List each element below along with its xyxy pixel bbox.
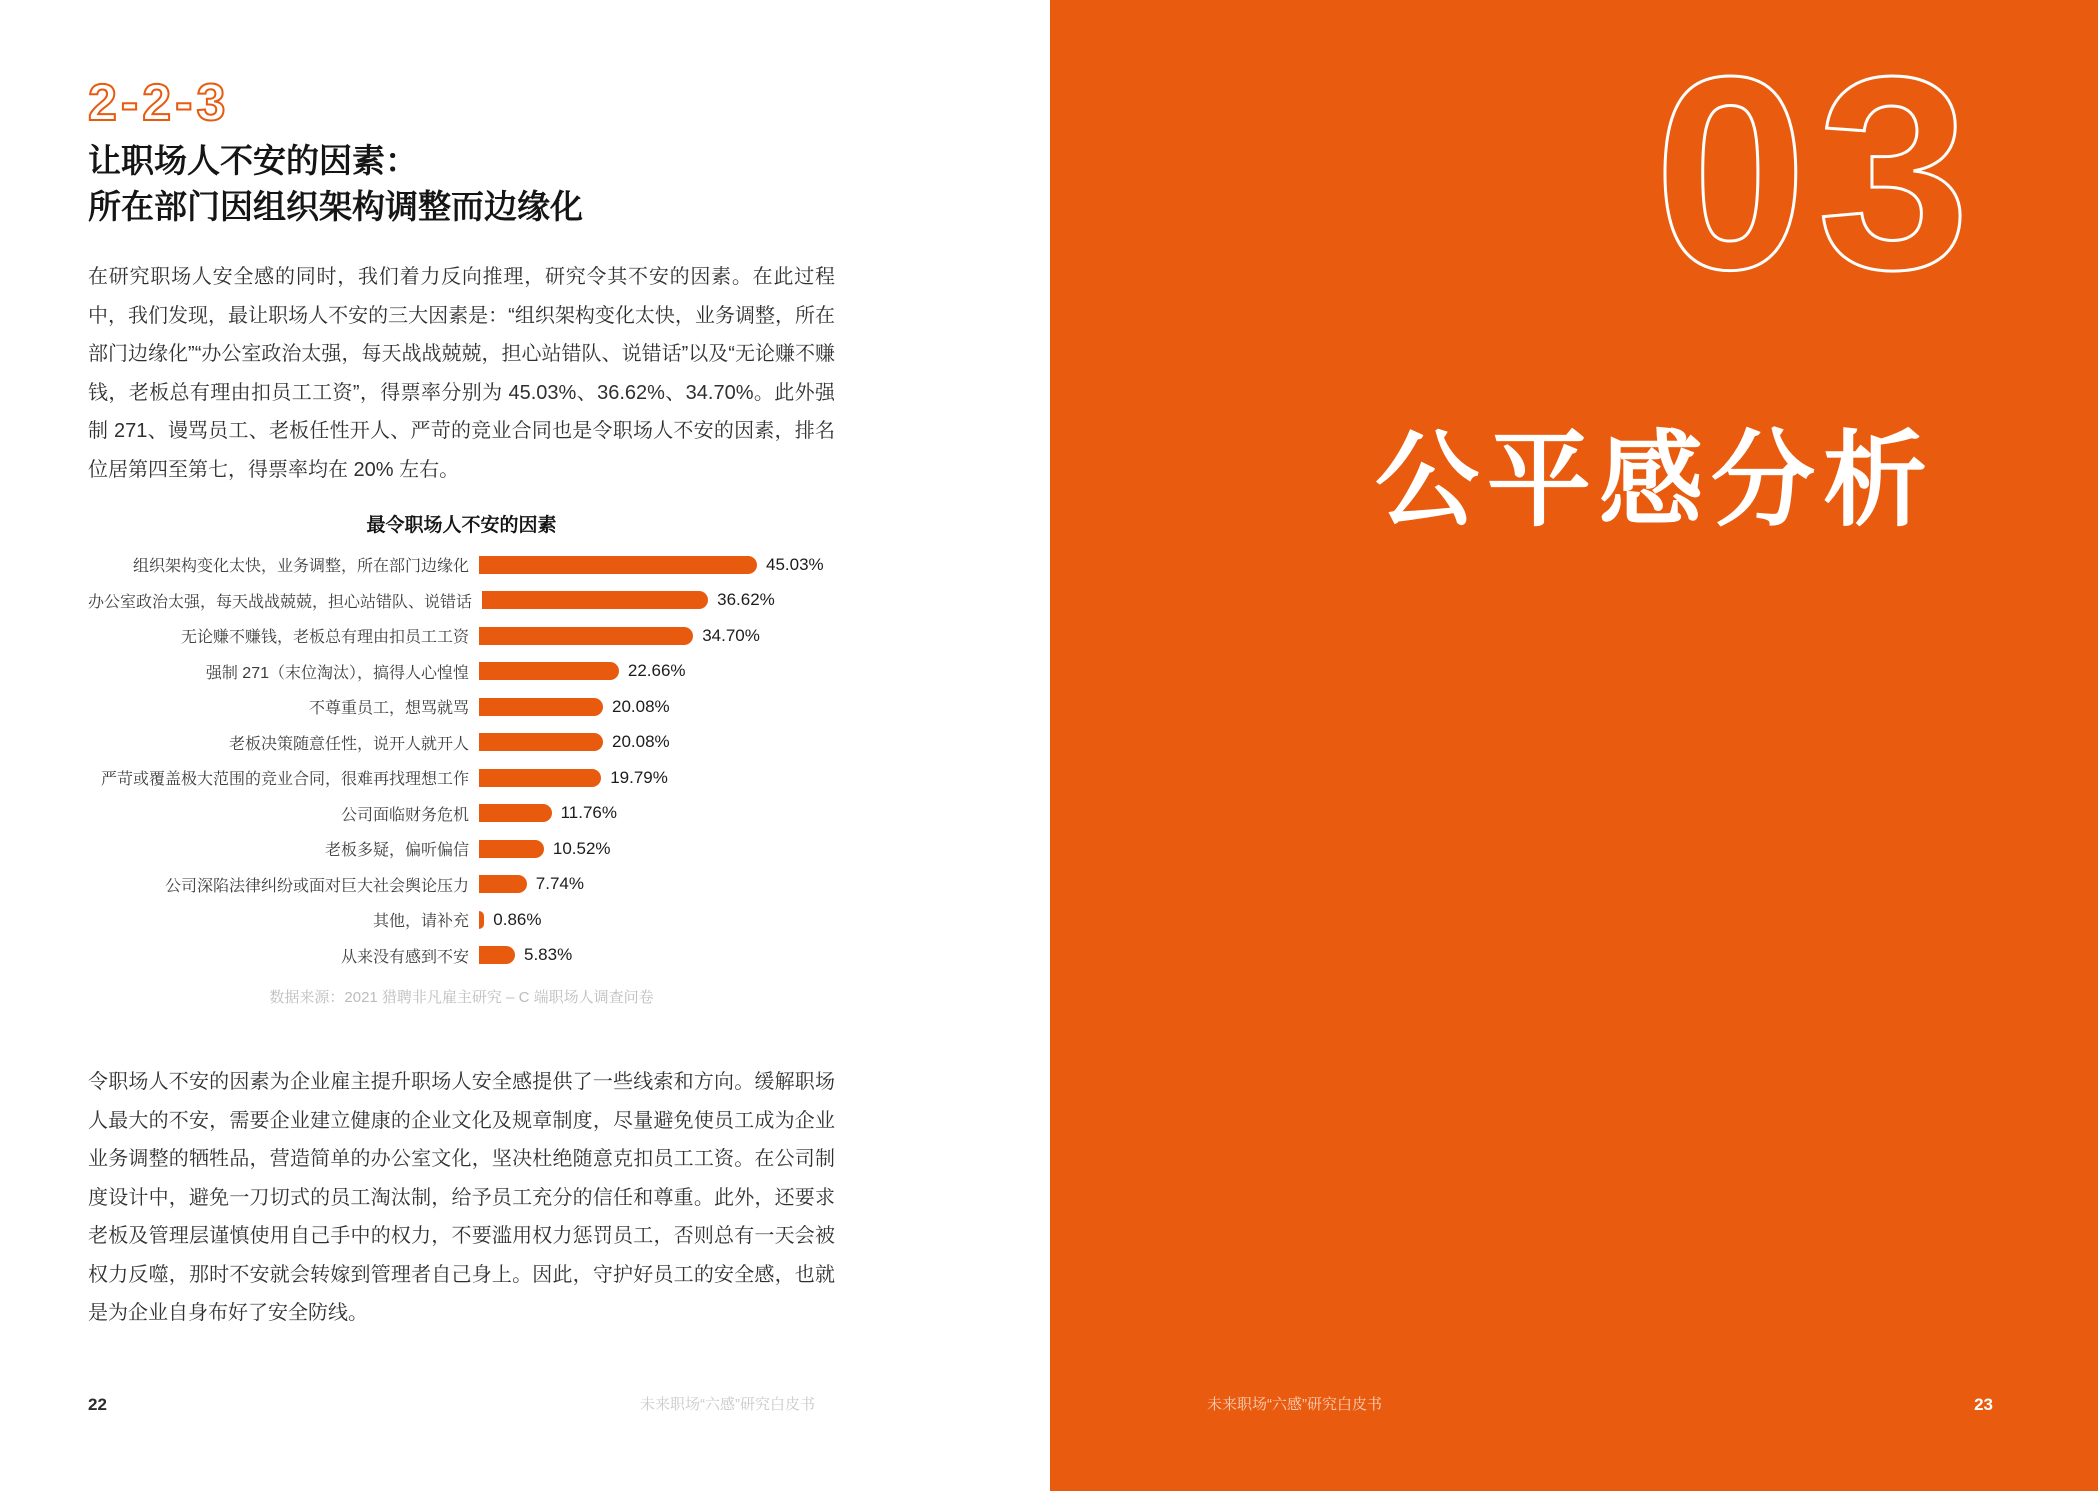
chart-bar bbox=[479, 627, 693, 645]
footer-doc-title-left: 未来职场“六感”研究白皮书 bbox=[640, 1396, 815, 1413]
chart-value-label: 20.08% bbox=[612, 732, 670, 752]
chart-data-source: 数据来源：2021 猎聘非凡雇主研究 – C 端职场人调查问卷 bbox=[269, 989, 654, 1006]
chart-row bbox=[88, 796, 835, 832]
chart-category-label: 老板多疑，偏听偏信 bbox=[324, 842, 469, 860]
intro-paragraph: 在研究职场人安全感的同时，我们着力反向推理，研究令其不安的因素。在此过程中，我们发现，最让职场人不安的三大因素是：“组织架构变化太快，业务调整，所在部门边缘化”“办公室政治太强，每天战战兢兢，担心站错队、说错话”以及“无论赚不赚钱，老板总有理由扣员工工资”，得票率分别为 45.03%、36.62%、34.70%。此外强制 271、谩骂员工、老板任性开人、严苛的竞业合同也是令职场人不安的因素，排名位居第四至第七，得票率均在 20% 左右。 bbox=[88, 266, 835, 481]
page-title bbox=[88, 138, 835, 230]
chart-row bbox=[88, 654, 835, 690]
chart-value-label: 10.52% bbox=[552, 838, 611, 858]
page-title-line2: 所在部门因组织架构调整而边缘化 bbox=[88, 188, 583, 225]
chart-row bbox=[88, 689, 835, 725]
chapter-number: 03 bbox=[1654, 20, 1980, 327]
chart-bar bbox=[479, 733, 603, 751]
chart-row bbox=[88, 618, 835, 654]
chart-bar bbox=[479, 804, 552, 822]
conclusion-paragraph: 令职场人不安的因素为企业雇主提升职场人安全感提供了一些线索和方向。缓解职场人最大的不安，需要企业建立健康的企业文化及规章制度，尽量避免使员工成为企业业务调整的牺牲品，营造简单的办公室文化，坚决杜绝随意克扣员工工资。在公司制度设计中，避免一刀切式的员工淘汰制，给予员工充分的信任和尊重。此外，还要求老板及管理层谨慎使用自己手中的权力，不要滥用权力惩罚员工，否则总有一天会被权力反噬，那时不安就会转嫁到管理者自己身上。因此，守护好员工的安全感，也就是为企业自身布好了安全防线。 bbox=[88, 1071, 835, 1324]
chart-row bbox=[88, 583, 835, 619]
chart-bar bbox=[479, 840, 544, 858]
chart-row bbox=[88, 902, 835, 938]
chart-bar bbox=[479, 769, 601, 787]
chart-bar bbox=[482, 591, 708, 609]
page-title-line1: 让职场人不安的因素： bbox=[88, 142, 418, 179]
chart-row bbox=[88, 547, 835, 583]
chart-rows bbox=[88, 547, 835, 973]
chart-category-label: 强制 271（末位淘汰），搞得人心惶惶 bbox=[205, 664, 469, 682]
chart-category-label: 其他，请补充 bbox=[372, 913, 469, 931]
page-number-left: 22 bbox=[88, 1395, 107, 1414]
chart-bar bbox=[479, 556, 757, 574]
chart-value-label: 19.79% bbox=[610, 767, 668, 787]
chart-value-label: 22.66% bbox=[627, 661, 686, 681]
chart-bar bbox=[479, 946, 515, 964]
chart-category-label: 老板决策随意任性，说开人就开人 bbox=[228, 735, 469, 753]
right-page-chapter-divider bbox=[1050, 0, 2098, 1491]
unease-factors-bar-chart bbox=[88, 513, 835, 1007]
chart-bar bbox=[479, 875, 527, 893]
chart-category-label: 从来没有感到不安 bbox=[340, 948, 469, 966]
chart-row bbox=[88, 725, 835, 761]
chart-value-label: 5.83% bbox=[524, 945, 573, 965]
footer-doc-title-right: 未来职场“六感”研究白皮书 bbox=[1207, 1396, 1382, 1413]
chart-bar bbox=[479, 911, 484, 929]
left-page-content bbox=[88, 0, 835, 1333]
section-number: 2-2-3 bbox=[88, 74, 230, 132]
chart-row bbox=[88, 760, 835, 796]
chart-value-label: 20.08% bbox=[612, 696, 670, 716]
chart-row bbox=[88, 831, 835, 867]
chart-category-label: 公司面临财务危机 bbox=[340, 806, 469, 824]
chart-value-label: 45.03% bbox=[766, 554, 824, 574]
chart-category-label: 公司深陷法律纠纷或面对巨大社会舆论压力 bbox=[164, 877, 469, 895]
chart-value-label: 7.74% bbox=[535, 874, 584, 894]
chart-value-label: 0.86% bbox=[493, 909, 542, 929]
chart-bar bbox=[479, 698, 603, 716]
chart-row bbox=[88, 867, 835, 903]
chart-bar bbox=[479, 662, 619, 680]
chart-title: 最令职场人不安的因素 bbox=[366, 515, 557, 536]
chart-row bbox=[88, 938, 835, 974]
chart-category-label: 无论赚不赚钱，老板总有理由扣员工工资 bbox=[180, 629, 469, 647]
chart-category-label: 办公室政治太强，每天战战兢兢，担心站错队、说错话 bbox=[88, 593, 473, 611]
chart-category-label: 组织架构变化太快，业务调整，所在部门边缘化 bbox=[132, 558, 469, 576]
chart-category-label: 严苛或覆盖极大范围的竞业合同，很难再找理想工作 bbox=[100, 771, 469, 789]
chapter-title: 公平感分析 bbox=[1374, 423, 1935, 539]
page-number-right: 23 bbox=[1974, 1395, 1993, 1414]
chart-value-label: 36.62% bbox=[717, 590, 775, 610]
chart-category-label: 不尊重员工，想骂就骂 bbox=[308, 700, 469, 718]
chart-value-label: 34.70% bbox=[702, 625, 760, 645]
chart-value-label: 11.76% bbox=[560, 803, 617, 823]
